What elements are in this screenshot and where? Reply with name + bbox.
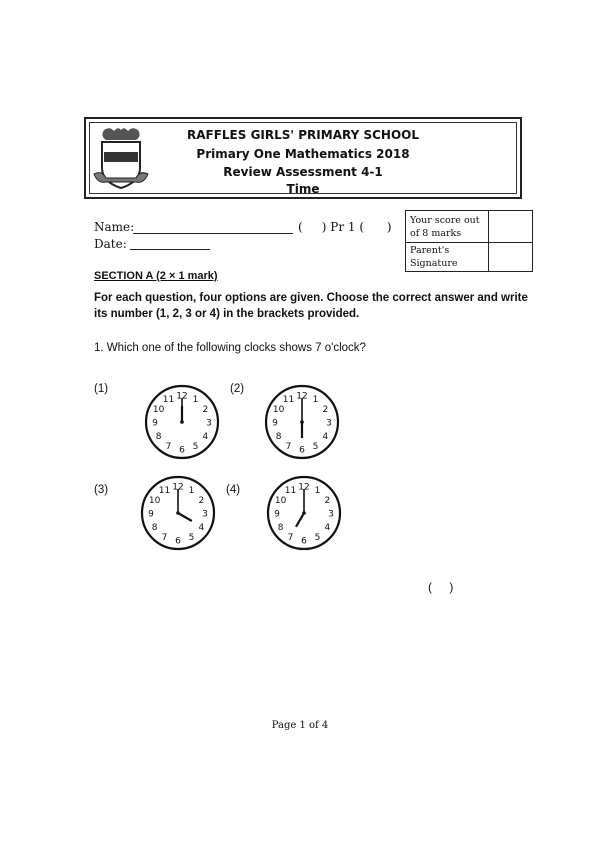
name-field[interactable] (133, 233, 293, 234)
clock-numeral: 4 (202, 432, 209, 442)
option-label-3: (3) (94, 484, 109, 496)
option-label-4: (4) (226, 484, 241, 496)
score-label-line2: of 8 marks (410, 228, 462, 239)
clock-numeral: 7 (161, 532, 168, 543)
score-table (405, 210, 533, 272)
section-title: SECTION A (2 × 1 mark) (94, 270, 218, 282)
clock-numeral: 3 (328, 509, 334, 520)
clock-numeral: 9 (148, 509, 154, 520)
clock-numeral: 2 (322, 405, 329, 415)
clock-numeral: 8 (151, 523, 158, 533)
clock-numeral: 10 (148, 496, 161, 506)
clock-numeral: 11 (282, 395, 295, 406)
clock-numeral: 1 (314, 486, 321, 497)
clock-numeral: 7 (287, 532, 294, 543)
clock-numeral: 1 (312, 395, 319, 406)
clock-numeral: 12 (176, 391, 188, 402)
clock-numeral: 9 (152, 418, 158, 429)
clock-numeral: 6 (179, 445, 185, 456)
clock-numeral: 8 (277, 523, 284, 533)
clock-numeral: 2 (198, 496, 205, 506)
clock-numeral: 3 (202, 509, 208, 520)
clock-center (176, 511, 180, 515)
clock-numeral: 12 (296, 391, 308, 402)
date-field[interactable] (130, 249, 210, 250)
topic-title: Time (286, 182, 320, 196)
clock-option-1 (142, 382, 222, 462)
section-instructions: For each question, four options are given. Choose the correct answer and write its number (1, 2, 3 or 4) in the brackets provided. (94, 292, 528, 320)
clock-numeral: 10 (152, 405, 165, 415)
answer-brackets[interactable]: ( ) (428, 580, 454, 594)
clock-numeral: 8 (155, 432, 162, 442)
option-label-1: (1) (94, 383, 109, 395)
clock-numeral: 10 (272, 405, 285, 415)
clock-numeral: 6 (175, 536, 181, 547)
subject-title: Primary One Mathematics 2018 (196, 147, 410, 161)
clock-numeral: 4 (324, 523, 331, 533)
clock-numeral: 6 (299, 445, 305, 456)
clock-option-3 (138, 473, 218, 553)
clock-numeral: 5 (192, 441, 199, 452)
option-label-2: (2) (230, 383, 245, 395)
clock-numeral: 12 (172, 482, 184, 493)
clock-center (180, 420, 184, 424)
clock-center (300, 420, 304, 424)
clock-numeral: 12 (298, 482, 310, 493)
clock-numeral: 4 (198, 523, 205, 533)
clock-option-2 (262, 382, 342, 462)
clock-numeral: 5 (188, 532, 195, 543)
clock-numeral: 6 (301, 536, 307, 547)
question-text: 1. Which one of the following clocks shows 7 o'clock? (94, 342, 366, 354)
clock-numeral: 1 (188, 486, 195, 497)
school-name: RAFFLES GIRLS' PRIMARY SCHOOL (186, 128, 419, 142)
signature-label-line1: Parent's (410, 245, 450, 256)
school-crest-icon (92, 126, 150, 192)
clock-numeral: 10 (274, 496, 287, 506)
page-number: Page 1 of 4 (271, 720, 329, 731)
clock-numeral: 3 (326, 418, 332, 429)
clock-center (302, 511, 306, 515)
clock-numeral: 11 (284, 486, 297, 497)
clock-numeral: 4 (322, 432, 329, 442)
clock-numeral: 11 (158, 486, 171, 497)
clock-numeral: 3 (206, 418, 212, 429)
clock-numeral: 8 (275, 432, 282, 442)
clock-numeral: 5 (312, 441, 319, 452)
score-label-line1: Your score out (410, 215, 480, 226)
clock-numeral: 2 (202, 405, 209, 415)
name-label: Name: (94, 220, 135, 234)
clock-numeral: 9 (274, 509, 280, 520)
date-label: Date: (94, 237, 127, 251)
class-register-field: ( ) Pr 1 ( ) (298, 220, 392, 234)
clock-numeral: 5 (314, 532, 321, 543)
clock-numeral: 11 (162, 395, 175, 406)
clock-numeral: 7 (285, 441, 292, 452)
signature-label-line2: Signature (410, 258, 458, 269)
clock-numeral: 1 (192, 395, 199, 406)
clock-numeral: 2 (324, 496, 331, 506)
clock-numeral: 7 (165, 441, 172, 452)
assessment-title: Review Assessment 4-1 (223, 165, 383, 179)
clock-numeral: 9 (272, 418, 278, 429)
clock-option-4 (264, 473, 344, 553)
